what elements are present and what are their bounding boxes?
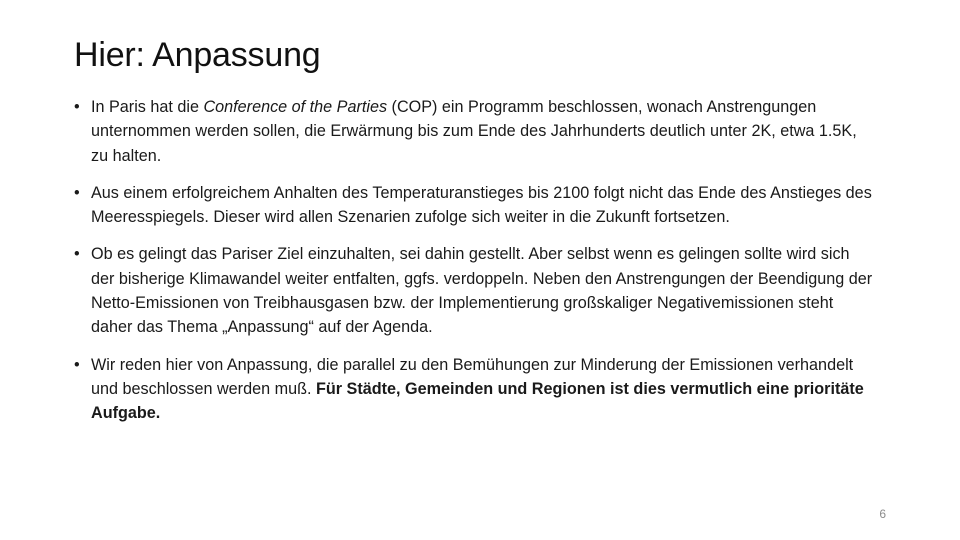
- bold-emphasis: Für Städte, Gemeinden und Regionen ist dies vermutlich eine prioritäte Aufgabe.: [91, 379, 864, 423]
- bullet-marker: •: [74, 355, 80, 374]
- italic-term: Conference of the Parties: [203, 98, 388, 116]
- bullet-item: [74, 242, 874, 339]
- bullet-text-part: In Paris hat die: [91, 98, 204, 116]
- slide-title: Hier: Anpassung: [74, 36, 321, 74]
- bullet-list: [74, 95, 874, 439]
- bullet-marker: •: [74, 245, 80, 264]
- bullet-item: [74, 95, 874, 168]
- bullet-text-part: Wir reden hier von Anpassung, die parallel zu den Bemühungen zur Minderung der Emissionen verhandelt und beschlossen werden muß.: [91, 355, 854, 398]
- bullet-text-part: (COP) ein Programm beschlossen, wonach Anstrengungen unternommen werden sollen, die Erwärmung bis zum Ende des Jahrhunderts deutlich unter 2K, etwa 1.5K, zu halten.: [91, 98, 857, 165]
- bullet-item: [74, 353, 874, 426]
- bullet-text: Aus einem erfolgreichem Anhalten des Temperaturanstieges bis 2100 folgt nicht das Ende des Anstieges des Meeresspiegels. Dieser wird allen Szenarien zufolge sich weiter in die Zukunft fortsetzen.: [91, 183, 872, 227]
- bullet-text: Ob es gelingt das Pariser Ziel einzuhalten, sei dahin gestellt. Aber selbst wenn es gelingen sollte wird sich der bisherige Klimawandel weiter entfalten, ggfs. verdoppeln. Neben den Anstrengungen der Beendigung der Netto-Emissionen von Treibhausgasen bzw. der Implementierung großskaliger Negativemissionen steht daher das Thema „Anpassung“ auf der Agenda.: [91, 245, 873, 337]
- bullet-marker: •: [74, 98, 80, 116]
- bullet-item: [74, 181, 874, 230]
- page-number: 6: [879, 507, 886, 521]
- bullet-text: [91, 353, 874, 426]
- bullet-marker: •: [74, 183, 80, 202]
- bullet-text: [91, 95, 874, 168]
